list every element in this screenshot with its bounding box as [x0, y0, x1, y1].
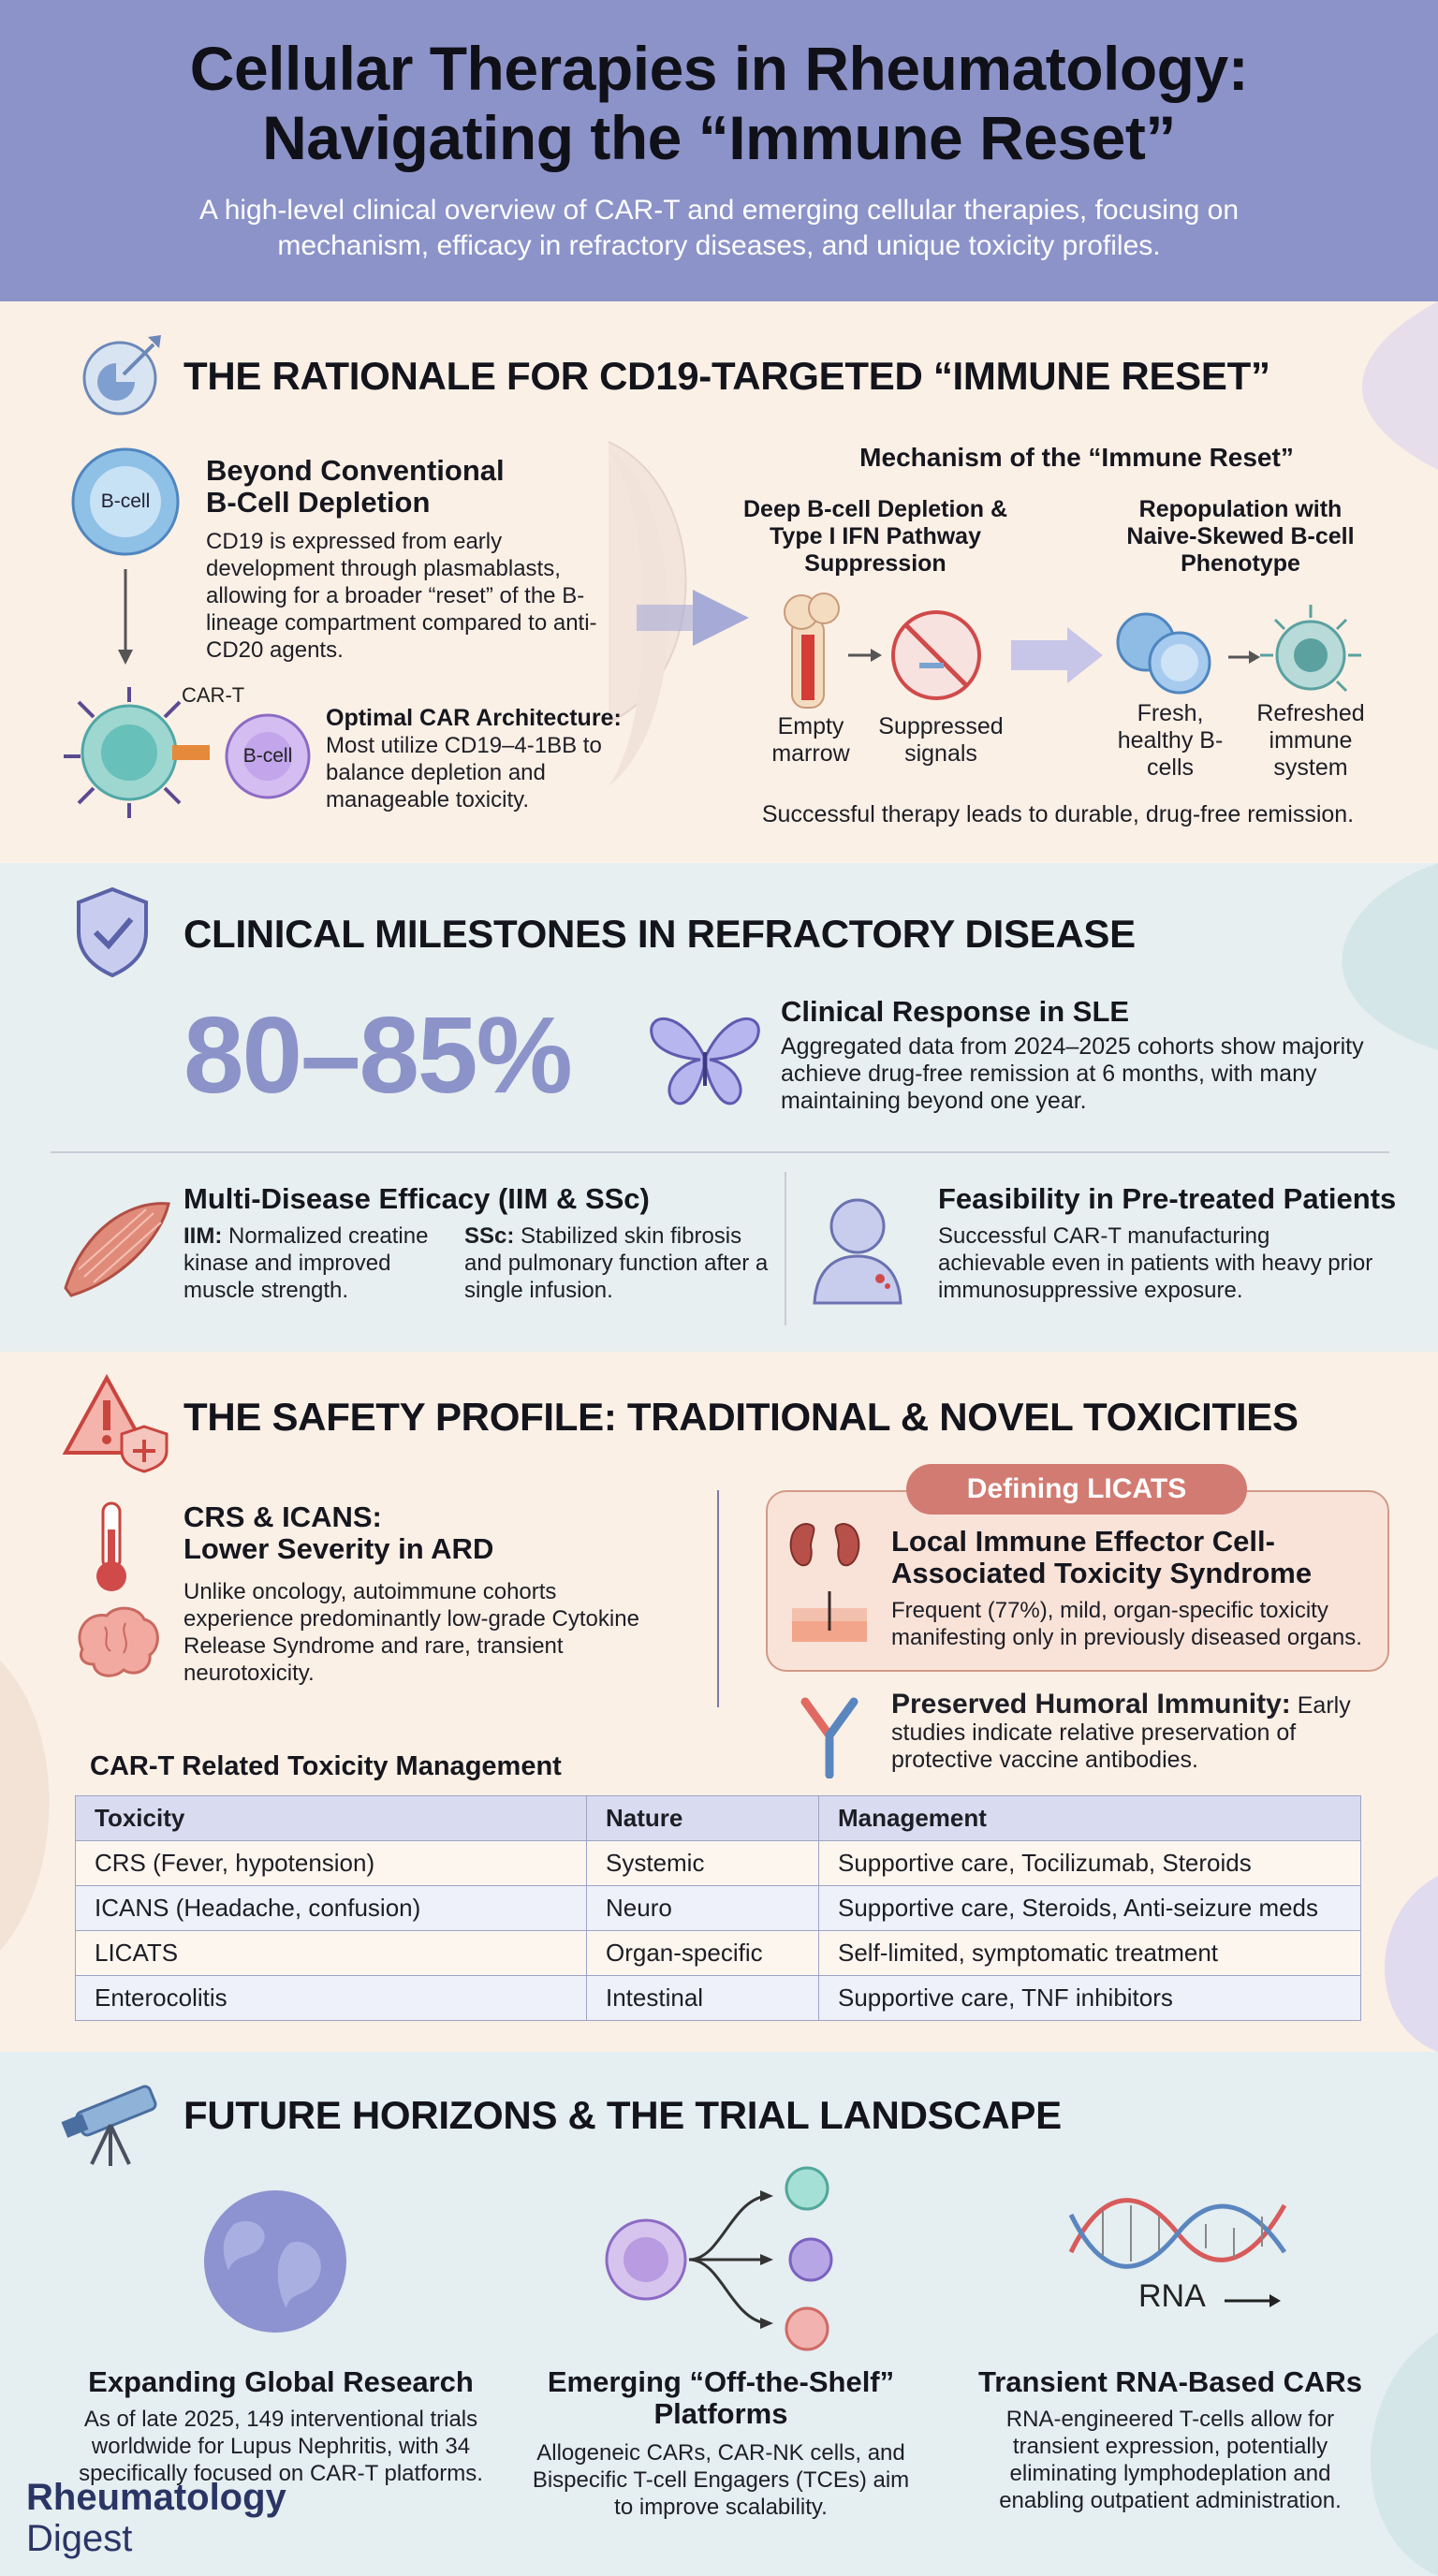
warning-icon — [60, 1372, 172, 1475]
step2-title: Repopulation with Naive-Skewed B-cell Phenotype — [1126, 496, 1355, 577]
caption-signals: Suppressed signals — [878, 713, 1004, 767]
kidney-skin-icon — [783, 1518, 876, 1659]
page-title — [0, 34, 1438, 172]
licats-title: Local Immune Effector Cell-Associated Toxicity Syndrome — [891, 1525, 1313, 1589]
platforms-diagram-icon — [599, 2164, 843, 2351]
globe-icon — [197, 2187, 356, 2336]
chevron-arrow-icon — [599, 440, 758, 796]
caption-refreshed: Refreshed immune system — [1256, 700, 1365, 781]
table-title: CAR-T Related Toxicity Management — [90, 1751, 562, 1781]
humoral-text — [891, 1690, 1378, 1774]
table-cell: Neuro — [587, 1886, 819, 1931]
table-cell: Supportive care, TNF inhibitors — [819, 1976, 1361, 2021]
safety-title: THE SAFETY PROFILE: TRADITIONAL & NOVEL TOXICITIES — [183, 1395, 1299, 1439]
bone-marrow-icon — [785, 593, 839, 708]
optimal-text: Most utilize CD19–4-1BB to balance depletion and manageable toxicity. — [326, 733, 602, 812]
humoral-body: Early studies indicate relative preservation of protective vaccine antibodies. — [891, 1692, 1351, 1773]
table-cell: ICANS (Headache, confusion) — [76, 1886, 587, 1931]
table-cell: Systemic — [587, 1841, 819, 1886]
target-arrow-icon — [75, 328, 169, 421]
optimal-title: Optimal CAR Architecture: — [326, 705, 622, 731]
sle-title: Clinical Response in SLE — [781, 995, 1130, 1028]
feasibility-text: Successful CAR-T manufacturing achievable even in patients with heavy prior immunosuppressive exposure. — [938, 1223, 1373, 1303]
shield-check-icon — [71, 884, 154, 977]
shelf-text: Allogeneic CARs, CAR-NK cells, and Bispecific T-cell Engagers (TCEs) aim to improve scalability. — [532, 2440, 910, 2520]
milestones-divider — [51, 1151, 1389, 1153]
table-row — [76, 1886, 1361, 1931]
table-header: Toxicity — [76, 1796, 587, 1841]
table-cell: Supportive care, Steroids, Anti-seizure meds — [819, 1886, 1361, 1931]
immune-system-icon — [1260, 605, 1361, 691]
beyond-title-line-1: Beyond Conventional — [206, 454, 505, 487]
rna-label: RNA — [1138, 2278, 1206, 2314]
crs-title — [183, 1501, 493, 1565]
table-cell: LICATS — [76, 1931, 587, 1976]
arrow-right-icon — [1223, 2291, 1283, 2310]
outcome-text: Successful therapy leads to durable, drug-free remission. — [761, 801, 1355, 827]
table-cell: Self-limited, symptomatic treatment — [819, 1931, 1361, 1976]
response-stat: 80–85% — [183, 994, 571, 1116]
beyond-title-line-2: B-Cell Depletion — [206, 486, 431, 519]
rna-helix-icon — [1065, 2196, 1290, 2271]
table-row — [76, 1931, 1361, 1976]
ssc-text — [464, 1222, 771, 1304]
logo-line-2: Digest — [26, 2518, 133, 2559]
caption-fresh: Fresh, healthy B-cells — [1117, 700, 1224, 781]
licats-text: Frequent (77%), mild, organ-specific toxicity manifesting only in previously diseased organs. — [891, 1598, 1362, 1650]
crs-title-line-2: Lower Severity in ARD — [183, 1532, 494, 1565]
table-cell: CRS (Fever, hypotension) — [76, 1841, 587, 1886]
multi-title: Multi-Disease Efficacy (IIM & SSc) — [183, 1182, 650, 1215]
table-cell: Organ-specific — [587, 1931, 819, 1976]
bcell-label-2: B-cell — [242, 745, 293, 767]
rationale-title: THE RATIONALE FOR CD19-TARGETED “IMMUNE RESET” — [183, 354, 1270, 398]
global-text: As of late 2025, 149 interventional trials worldwide for Lupus Nephritis, with 34 specifically focused on CAR-T platforms. — [79, 2407, 483, 2486]
table-header: Nature — [587, 1796, 819, 1841]
future-title: FUTURE HORIZONS & THE TRIAL LANDSCAPE — [183, 2093, 1062, 2137]
safety-divider — [717, 1490, 719, 1707]
humoral-lead: Preserved Humoral Immunity: — [891, 1689, 1291, 1720]
brand-logo — [26, 2477, 286, 2559]
table-header-row — [76, 1796, 1361, 1841]
mechanism-title: Mechanism of the “Immune Reset” — [859, 443, 1294, 472]
beyond-title — [206, 455, 505, 519]
iim-body: Normalized creatine kinase and improved muscle strength. — [183, 1223, 429, 1303]
crs-title-line-1: CRS & ICANS: — [183, 1500, 382, 1533]
table-row — [76, 1841, 1361, 1886]
patient-icon — [807, 1185, 910, 1307]
step1-title: Deep B-cell Depletion & Type I IFN Pathway Suppression — [743, 496, 1007, 577]
telescope-icon — [58, 2067, 170, 2170]
table-row — [76, 1976, 1361, 2021]
licats-pill: Defining LICATS — [906, 1464, 1247, 1515]
header — [0, 0, 1438, 301]
antibody-icon — [792, 1694, 867, 1778]
ssc-body: Stabilized skin fibrosis and pulmonary function after a single infusion. — [464, 1223, 769, 1303]
milestones-divider-v — [785, 1172, 786, 1325]
shelf-title: Emerging “Off-the-Shelf” Platforms — [547, 2365, 895, 2430]
crs-text: Unlike oncology, autoimmune cohorts experience predominantly low-grade Cytokine Release Syndrome and rare, transient neurotoxicity. — [183, 1579, 639, 1686]
page-subtitle: A high-level clinical overview of CAR-T and emerging cellular therapies, focusing on mechanism, efficacy in refractory diseases, and unique toxicity profiles. — [199, 195, 1239, 261]
muscle-icon — [56, 1191, 178, 1303]
toxicity-table — [75, 1795, 1361, 2021]
thermometer-icon — [90, 1498, 133, 1595]
table-header: Management — [819, 1796, 1361, 1841]
mechanism-steps-illustration — [768, 590, 1386, 711]
butterfly-icon — [644, 1000, 766, 1112]
feasibility-title: Feasibility in Pre-treated Patients — [938, 1182, 1397, 1215]
bcell-label: B-cell — [100, 490, 151, 512]
rna-title: Transient RNA-Based CARs — [978, 2365, 1362, 2398]
ssc-lead: SSc: — [464, 1223, 515, 1249]
iim-text — [183, 1222, 457, 1304]
suppressed-signals-icon — [893, 612, 979, 698]
table-cell: Enterocolitis — [76, 1976, 587, 2021]
brain-icon — [69, 1603, 163, 1683]
title-line-1: Cellular Therapies in Rheumatology: — [189, 34, 1249, 103]
iim-lead: IIM: — [183, 1223, 223, 1249]
table-cell: Supportive care, Tocilizumab, Steroids — [819, 1841, 1361, 1886]
sle-text: Aggregated data from 2024–2025 cohorts show majority achieve drug-free remission at 6 months, with many maintaining beyond one year. — [781, 1033, 1364, 1114]
global-title: Expanding Global Research — [88, 2365, 474, 2398]
fresh-bcells-icon — [1118, 614, 1210, 693]
cart-label: CAR-T — [182, 683, 245, 707]
title-line-2: Navigating the “Immune Reset” — [262, 103, 1176, 172]
table-cell: Intestinal — [587, 1976, 819, 2021]
caption-marrow: Empty marrow — [771, 713, 850, 767]
logo-line-1: Rheumatology — [26, 2477, 286, 2518]
rna-text: RNA-engineered T-cells allow for transient expression, potentially eliminating lymphodeplation and enabling outpatient administration. — [999, 2407, 1342, 2513]
beyond-text: CD19 is expressed from early development through plasmablasts, allowing for a broader “reset” of the B-lineage compartment compared to anti-CD20 agents. — [206, 529, 597, 663]
milestones-title: CLINICAL MILESTONES IN REFRACTORY DISEASE — [183, 912, 1136, 956]
